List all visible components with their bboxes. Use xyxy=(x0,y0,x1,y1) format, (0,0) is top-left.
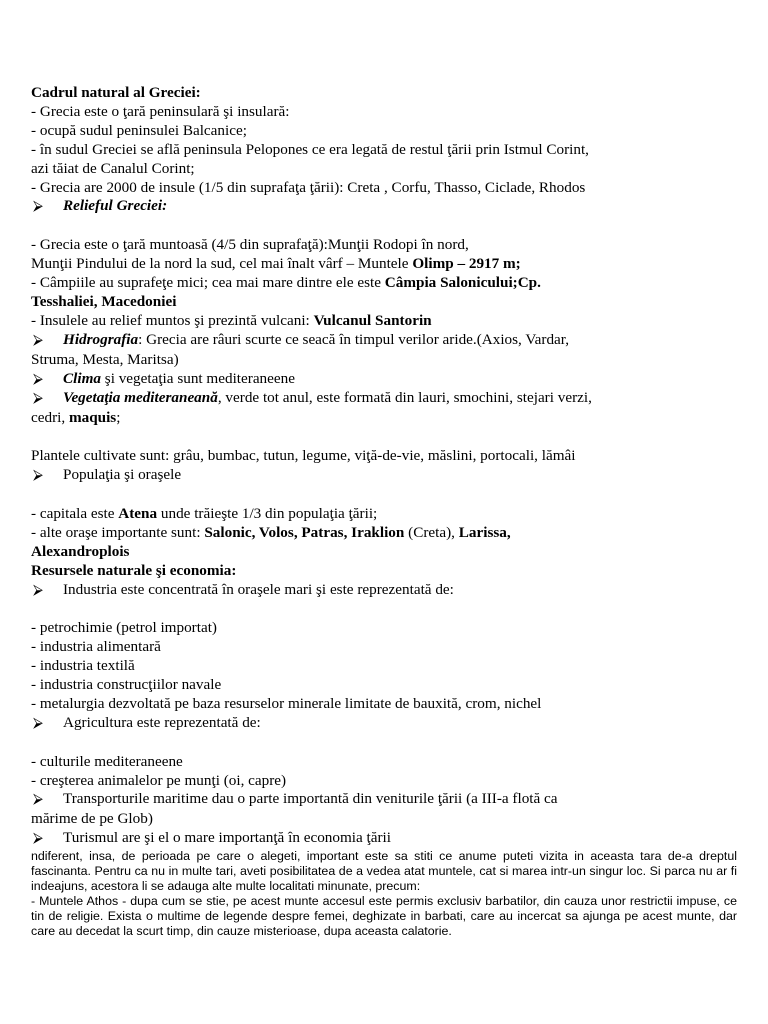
text-line: - Grecia este o ţară muntoasă (4/5 din suprafaţă):Munţii Rodopi în nord, xyxy=(31,236,469,254)
text-line: - alte oraşe importante sunt: Salonic, Volos, Patras, Iraklion (Creta), Larissa, xyxy=(31,523,511,541)
arrow-bullet-icon: ⮚ xyxy=(33,371,43,387)
list-item: - metalurgia dezvoltată pe baza resurselor minerale limitate de bauxită, crom, nichel xyxy=(31,694,542,712)
text-line: - Insulele au relief muntos şi prezintă vulcani: Vulcanul Santorin xyxy=(31,311,432,329)
arrow-bullet-icon: ⮚ xyxy=(33,332,43,348)
arrow-bullet-icon: ⮚ xyxy=(33,792,43,808)
footer-paragraphs xyxy=(31,849,737,940)
bullet-industria: ⮚ Industria este concentrată în oraşele mari şi este reprezentată de: xyxy=(31,581,741,601)
paragraph: - Muntele Athos - dupa cum se stie, pe acest munte accesul este permis exclusiv barbatilor, din cauza unor restrictii impuse, ce tin de religie. Exista o multime de legende despre femei, deghizate in barbati, care au incercat sa ajunga pe acest munte, dar care au decedat la scurt timp, din cauze misterioase, dupa aceasta calatorie. xyxy=(31,894,737,939)
bullet-clima: ⮚ Clima şi vegetaţia sunt mediteraneene xyxy=(31,370,741,390)
text-line: mărime de pe Glob) xyxy=(31,810,153,828)
paragraph: ndiferent, insa, de perioada pe care o alegeti, important este sa stiti ce anume puteti vizita in aceasta tara de-a dreptul fascinanta. Pentru ca nu in multe tari, aveti posibilitatea de a vedea atat muntele, cat si marea intr-un singur loc. Si parca nu ar fi indeajuns, acestora li se adauga alte multe localitati minunate, precum: xyxy=(31,849,737,894)
text-line: cedri, maquis; xyxy=(31,409,121,427)
list-item: - industria alimentară xyxy=(31,638,161,656)
text-line: Tesshaliei, Macedoniei xyxy=(31,292,177,310)
text-line: - în sudul Greciei se află peninsula Pelopones ce era legată de restul ţării prin Istmul Corint, xyxy=(31,140,589,158)
bullet-transport: ⮚ Transporturile maritime dau o parte importantă din veniturile ţării (a III-a flotă ca xyxy=(31,790,741,810)
text-line: - Câmpiile au suprafeţe mici; cea mai mare dintre ele este Câmpia Salonicului;Cp. xyxy=(31,274,541,292)
text-line: - Grecia este o ţară peninsulară şi insulară: xyxy=(31,102,290,120)
arrow-bullet-icon: ⮚ xyxy=(33,391,43,407)
text-line: - ocupă sudul peninsulei Balcanice; xyxy=(31,121,247,139)
text-line: Munţii Pindului de la nord la sud, cel mai înalt vârf – Muntele Olimp – 2917 m; xyxy=(31,255,521,273)
section-heading-resurse: Resursele naturale şi economia: xyxy=(31,561,237,579)
document-body xyxy=(31,84,741,849)
arrow-bullet-icon: ⮚ xyxy=(33,715,43,731)
text-line-plante: Plantele cultivate sunt: grâu, bumbac, tutun, legume, viţă-de-vie, măslini, portocali, lămâi xyxy=(31,447,576,465)
bullet-agricultura: ⮚ Agricultura este reprezentată de: xyxy=(31,714,741,734)
list-item: - culturile mediteraneene xyxy=(31,752,183,770)
list-item: - petrochimie (petrol importat) xyxy=(31,619,217,637)
bullet-vegetatia: ⮚ Vegetaţia mediteraneană, verde tot anul, este formată din lauri, smochini, stejari verzi, xyxy=(31,389,741,409)
bullet-relief: ⮚ Relieful Greciei: xyxy=(31,197,741,217)
list-item: - creşterea animalelor pe munţi (oi, capre) xyxy=(31,771,287,789)
text-line: Alexandroplois xyxy=(31,542,130,560)
arrow-bullet-icon: ⮚ xyxy=(33,831,43,847)
list-item: - industria construcţiilor navale xyxy=(31,676,222,694)
bullet-turism: ⮚ Turismul are şi el o mare importanţă în economia ţării xyxy=(31,829,741,849)
text-line: - Grecia are 2000 de insule (1/5 din suprafaţa ţării): Creta , Corfu, Thasso, Ciclade, Rhodos xyxy=(31,178,586,196)
bullet-hidrografia: ⮚ Hidrografia: Grecia are râuri scurte ce seacă în timpul verilor aride.(Axios, Vardar, xyxy=(31,331,741,351)
arrow-bullet-icon: ⮚ xyxy=(33,582,43,598)
arrow-bullet-icon: ⮚ xyxy=(33,468,43,484)
section-heading-cadrul: Cadrul natural al Greciei: xyxy=(31,84,201,101)
text-line: azi tăiat de Canalul Corint; xyxy=(31,159,195,177)
list-item: - industria textilă xyxy=(31,657,135,675)
text-line: Struma, Mesta, Maritsa) xyxy=(31,350,179,368)
bullet-populatia: ⮚ Populaţia şi oraşele xyxy=(31,466,741,486)
arrow-bullet-icon: ⮚ xyxy=(33,199,43,215)
text-line: - capitala este Atena unde trăieşte 1/3 din populaţia ţării; xyxy=(31,504,378,522)
